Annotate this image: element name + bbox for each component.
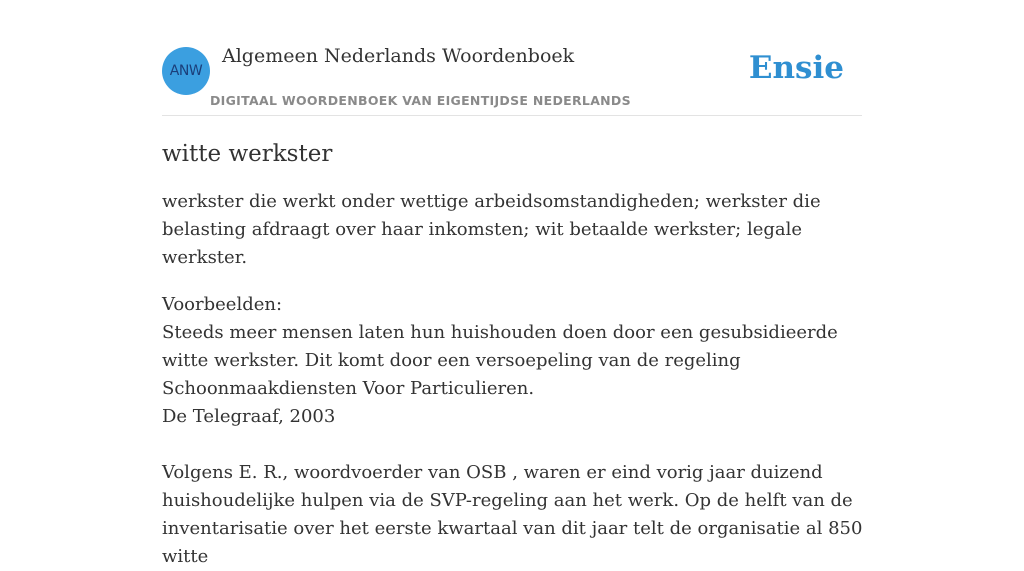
ensie-brand-link[interactable]: Ensie: [748, 50, 844, 86]
headword: witte werkster: [162, 141, 333, 167]
examples-label: Voorbeelden:: [162, 294, 283, 315]
example-text: Steeds meer mensen laten hun huishouden doen door een gesubsidieerde witte werkster. Dit komt door een versoepeling van de regeling Schoonmaakdiensten Voor Particulieren.: [162, 322, 838, 399]
example-source: De Telegraaf, 2003: [162, 406, 336, 427]
site-header: [162, 0, 862, 116]
site-subtitle: DIGITAAL WOORDENBOEK VAN EIGENTIJDSE NEDERLANDS: [210, 93, 631, 108]
example-spacer: [162, 431, 864, 459]
example-text: Volgens E. R., woordvoerder van OSB , waren er eind vorig jaar duizend huishoudelijke hulpen via de SVP-regeling aan het werk. Op de helft van de inventarisatie over het eerste kwartaal van dit jaar telt de organisatie al 850 witte: [162, 462, 863, 567]
entry-content: [162, 138, 864, 571]
site-title[interactable]: Algemeen Nederlands Woordenboek: [222, 45, 575, 67]
examples-section: [162, 291, 864, 571]
definition: werkster die werkt onder wettige arbeidsomstandigheden; werkster die belasting afdraagt over haar inkomsten; wit betaalde werkster; legale werkster.: [162, 191, 821, 268]
anw-logo[interactable]: ANW: [162, 47, 210, 95]
